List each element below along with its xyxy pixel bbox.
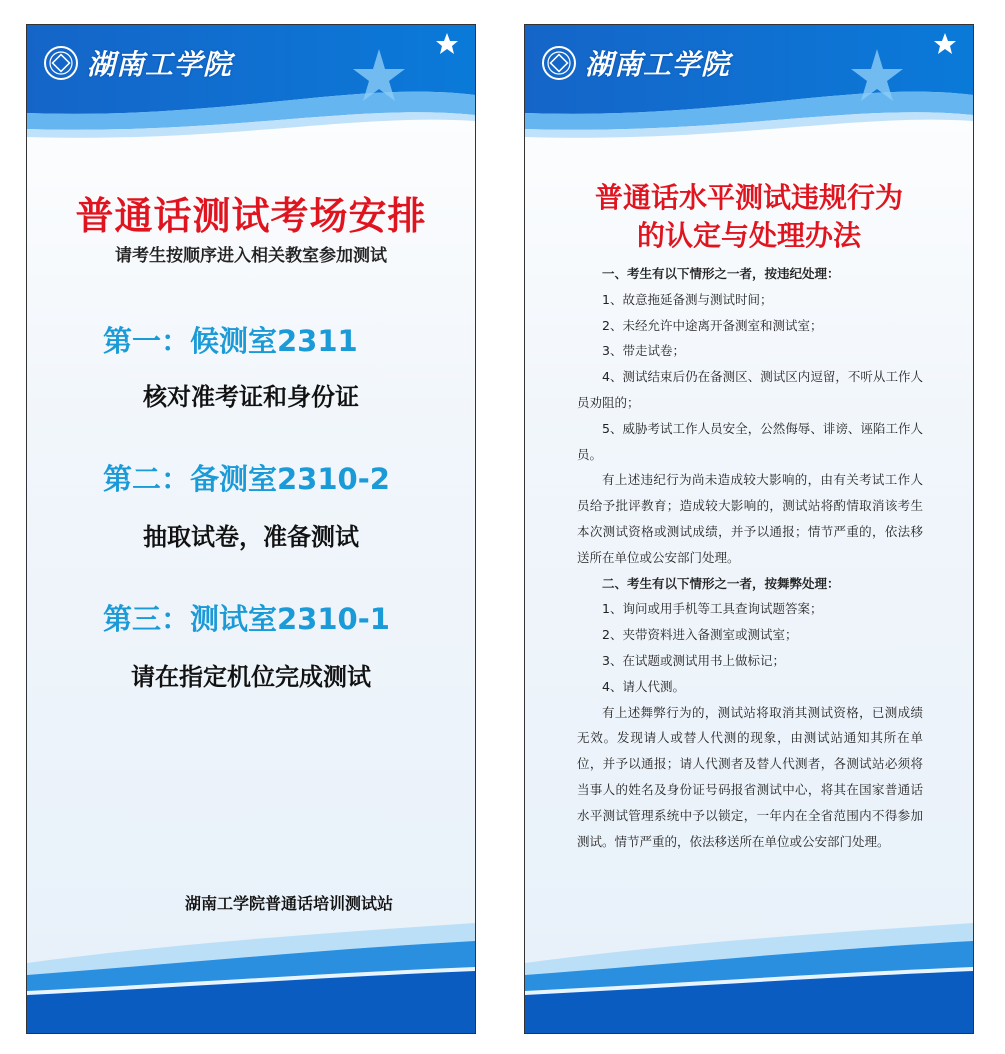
step-2-heading: 第二：备测室2310-2 [103, 462, 390, 496]
rules-poster [524, 24, 974, 1034]
rules-title-line-1: 普通话水平测试违规行为 [594, 181, 903, 214]
step-1-instruction: 核对准考证和身份证 [143, 383, 359, 411]
rule-item: 2、未经允许中途离开备测室和测试室； [602, 317, 823, 333]
rule-item: 5、威胁考试工作人员安全，公然侮辱、诽谤、诬陷工作人员。 [577, 420, 923, 462]
rules-body [577, 261, 923, 854]
penalty-paragraph: 有上述舞弊行为的，测试站将取消其测试资格，已测成绩无效。发现请人或替人代测的现象，由测试站通知其所在单位，并予以通报；请人代测者及替人代测者，各测试站必须将当事人的姓名及身份证号码报省测试中心，将其在国家普通话水平测试管理系统中予以锁定，一年内在全省范围内不得参加测试。情节严重的，依法移送所在单位或公安部门处理。 [577, 704, 923, 849]
step-1-heading: 第一：候测室2311 [103, 324, 358, 358]
rule-item: 1、询问或用手机等工具查询试题答案； [602, 601, 823, 617]
subtitle: 请考生按顺序进入相关教室参加测试 [115, 246, 387, 266]
cheating-section-heading: 二、考生有以下情形之一者，按舞弊处理： [602, 575, 840, 591]
rule-item: 4、测试结束后仍在备测区、测试区内逗留，不听从工作人员劝阻的； [577, 369, 923, 410]
university-seal-icon [43, 45, 79, 81]
university-logo [541, 43, 730, 83]
footer-organization: 湖南工学院普通话培训测试站 [185, 894, 394, 913]
step-3-instruction: 请在指定机位完成测试 [131, 663, 371, 691]
bottom-banner-graphic [27, 923, 475, 1033]
arrangement-poster [26, 24, 476, 1034]
bottom-banner-graphic [525, 923, 973, 1033]
rule-item: 2、夹带资料进入备测室或测试室； [602, 627, 798, 643]
university-seal-icon [541, 45, 577, 81]
rule-item: 4、请人代测。 [602, 678, 685, 694]
university-name: 湖南工学院 [585, 48, 731, 81]
rules-title-line-2: 的认定与处理办法 [636, 219, 861, 252]
university-logo [43, 43, 232, 83]
university-name: 湖南工学院 [87, 48, 233, 81]
rule-item: 1、故意拖延备测与测试时间； [602, 291, 773, 307]
step-2-instruction: 抽取试卷，准备测试 [143, 523, 359, 551]
rule-item: 3、在试题或测试用书上做标记； [602, 652, 785, 668]
rule-item: 3、带走试卷； [602, 343, 685, 359]
page-title: 普通话测试考场安排 [75, 194, 427, 238]
penalty-paragraph: 有上述违纪行为尚未造成较大影响的，由有关考试工作人员给予批评教育；造成较大影响的，测试站将酌情取消该考生本次测试资格或测试成绩，并予以通报；情节严重的，依法移送所在单位或公安部门处理。 [577, 472, 923, 565]
step-3-heading: 第三：测试室2310-1 [103, 602, 390, 636]
violation-section-heading: 一、考生有以下情形之一者，按违纪处理： [602, 266, 840, 281]
